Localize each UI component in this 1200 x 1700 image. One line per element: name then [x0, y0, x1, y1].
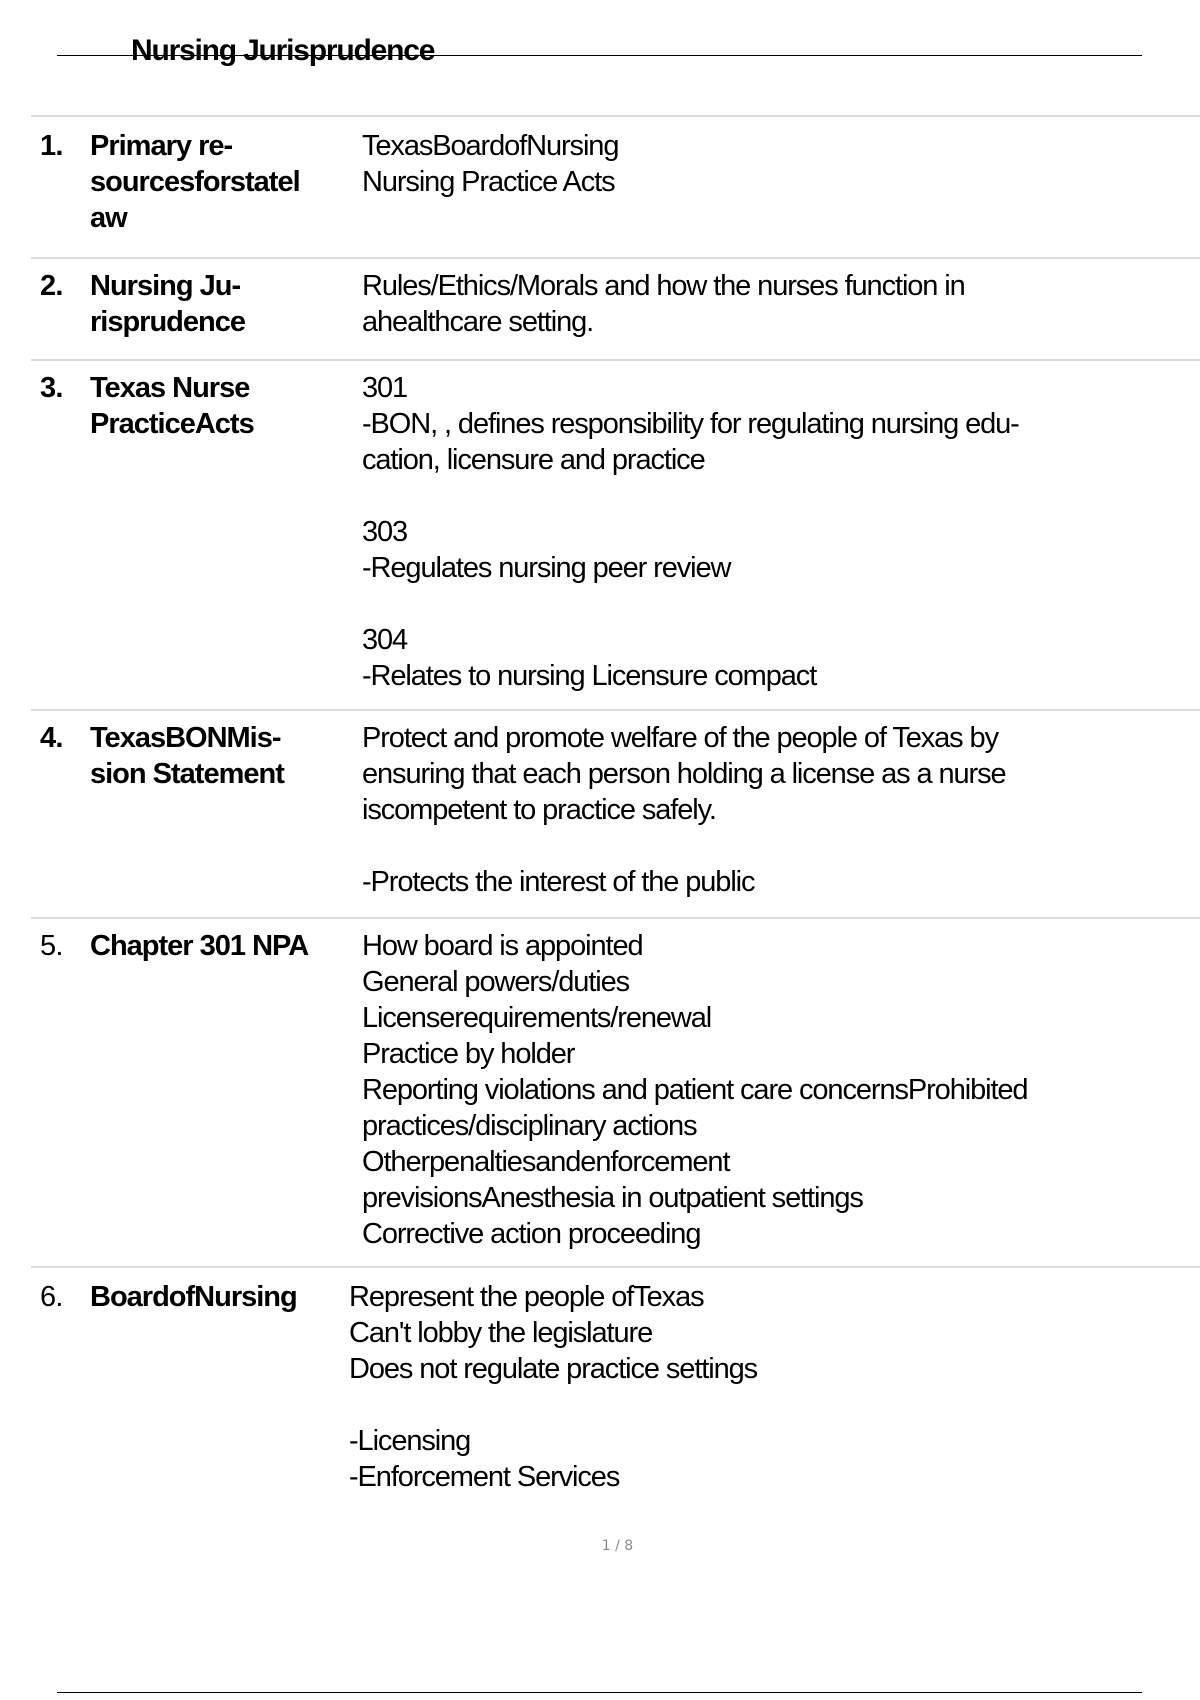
card-term: TexasBONMis- sion Statement [90, 722, 284, 790]
card-definition: Represent the people ofTexas Can't lobby the legislature Does not regulate practice settings -Licensing -Enforcement Services [349, 1281, 758, 1493]
card-term: BoardofNursing [90, 1281, 297, 1313]
card-definition: Rules/Ethics/Morals and how the nurses function in ahealthcare setting. [362, 270, 965, 338]
card-number: 6. [40, 1281, 63, 1313]
card-definition: TexasBoardofNursing Nursing Practice Acts [362, 130, 619, 198]
document-title: Nursing Jurisprudence [131, 34, 435, 67]
flashcard-row [31, 115, 1200, 257]
card-term: Chapter 301 NPA [90, 930, 309, 962]
card-definition: Protect and promote welfare of the people of Texas by ensuring that each person holding a license as a nurse iscompetent to practice safely. -Protects the interest of the public [362, 722, 1006, 898]
card-definition: How board is appointed General powers/duties Licenserequirements/renewal Practice by holder Reporting violations and patient care concernsProhibited practices/disciplinary actions Otherpenaltiesandenforcement previsionsAnesthesia in outpatient settings Corrective action proceeding [362, 930, 1028, 1250]
card-number: 3. [40, 372, 63, 404]
flashcard-row [31, 917, 1200, 1266]
card-term: Nursing Ju- risprudence [90, 270, 245, 338]
card-number: 5. [40, 930, 63, 962]
card-definition: 301 -BON, , defines responsibility for regulating nursing edu- cation, licensure and practice 303 -Regulates nursing peer review 304 -Relates to nursing Licensure compact [362, 372, 1019, 692]
flashcard-row [31, 709, 1200, 917]
card-number: 1. [40, 130, 63, 162]
flashcard-list [31, 115, 1200, 1506]
flashcard-row [31, 1266, 1200, 1506]
card-term: Primary re- sourcesforstatel aw [90, 130, 300, 234]
footer-rule [57, 1692, 1142, 1693]
card-number: 2. [40, 270, 63, 302]
card-number: 4. [40, 722, 63, 754]
flashcard-row [31, 257, 1200, 359]
card-term: Texas Nurse PracticeActs [90, 372, 254, 440]
document-header [57, 34, 1142, 74]
page-indicator: 1 / 8 [601, 1538, 634, 1554]
flashcard-row [31, 359, 1200, 709]
